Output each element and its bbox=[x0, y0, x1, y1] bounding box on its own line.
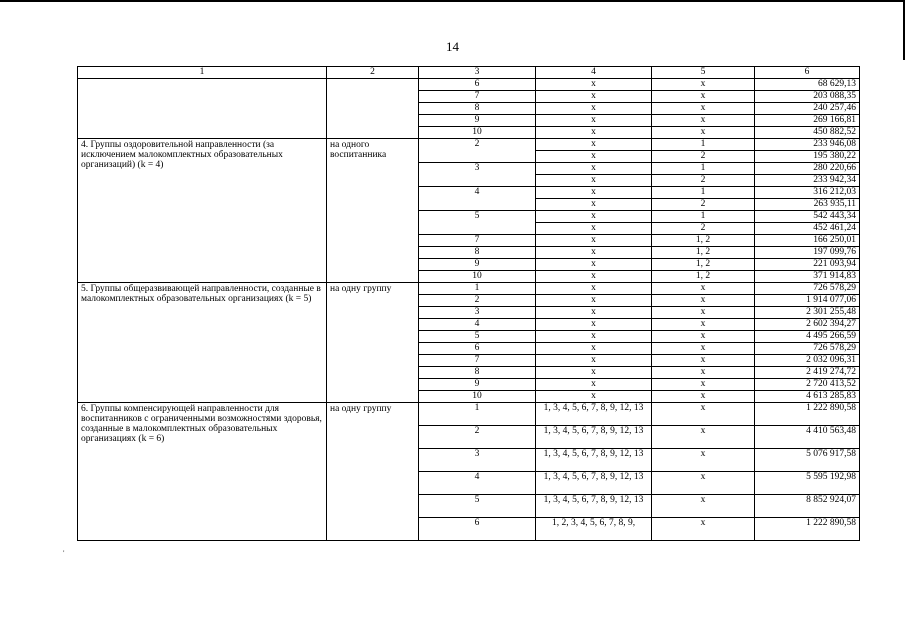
condition-cell: x bbox=[536, 319, 652, 331]
amount-cell: 1 222 890,58 bbox=[755, 403, 860, 426]
mode-cell: x bbox=[652, 343, 755, 355]
column-header: 6 bbox=[755, 67, 860, 79]
mode-cell: x bbox=[652, 295, 755, 307]
mode-cell: x bbox=[652, 449, 755, 472]
page-number: 14 bbox=[446, 39, 459, 54]
condition-cell: x bbox=[536, 103, 652, 115]
amount-cell: 280 220,66 bbox=[755, 163, 860, 175]
condition-cell: x bbox=[536, 295, 652, 307]
mode-cell: x bbox=[652, 403, 755, 426]
mode-cell: x bbox=[652, 355, 755, 367]
age-group-cell: 7 bbox=[419, 91, 536, 103]
mode-cell: x bbox=[652, 319, 755, 331]
amount-cell: 4 410 563,48 bbox=[755, 426, 860, 449]
group-name-cell bbox=[78, 79, 327, 139]
condition-cell: x bbox=[536, 235, 652, 247]
condition-cell: x bbox=[536, 355, 652, 367]
mode-cell: 1, 2 bbox=[652, 259, 755, 271]
mode-cell: 1, 2 bbox=[652, 235, 755, 247]
amount-cell: 371 914,83 bbox=[755, 271, 860, 283]
age-group-cell: 9 bbox=[419, 379, 536, 391]
age-group-cell: 6 bbox=[419, 79, 536, 91]
unit-cell: на одну группу bbox=[327, 403, 419, 541]
amount-cell: 233 946,08 bbox=[755, 139, 860, 151]
amount-cell: 1 914 077,06 bbox=[755, 295, 860, 307]
amount-cell: 195 380,22 bbox=[755, 151, 860, 163]
age-group-cell: 9 bbox=[419, 259, 536, 271]
unit-cell: на одну группу bbox=[327, 283, 419, 403]
amount-cell: 5 595 192,98 bbox=[755, 472, 860, 495]
condition-cell: x bbox=[536, 307, 652, 319]
group-name-cell: 5. Группы общеразвивающей направленности, созданные в малокомплектных образовательных организациях (k = 5) bbox=[78, 283, 327, 403]
condition-cell: x bbox=[536, 271, 652, 283]
condition-cell: x bbox=[536, 367, 652, 379]
condition-cell: x bbox=[536, 175, 652, 187]
age-group-cell: 5 bbox=[419, 495, 536, 518]
amount-cell: 4 613 285,83 bbox=[755, 391, 860, 403]
condition-cell: x bbox=[536, 163, 652, 175]
condition-cell: x bbox=[536, 379, 652, 391]
mode-cell: x bbox=[652, 115, 755, 127]
condition-cell: x bbox=[536, 247, 652, 259]
mode-cell: x bbox=[652, 391, 755, 403]
amount-cell: 4 495 266,59 bbox=[755, 331, 860, 343]
age-group-cell: 2 bbox=[419, 426, 536, 449]
amount-cell: 233 942,34 bbox=[755, 175, 860, 187]
condition-cell: x bbox=[536, 139, 652, 151]
mode-cell: 2 bbox=[652, 223, 755, 235]
column-header: 5 bbox=[652, 67, 755, 79]
age-group-cell: 8 bbox=[419, 367, 536, 379]
amount-cell: 450 882,52 bbox=[755, 127, 860, 139]
age-group-cell: 8 bbox=[419, 247, 536, 259]
mode-cell: x bbox=[652, 495, 755, 518]
condition-cell: 1, 3, 4, 5, 6, 7, 8, 9, 12, 13 bbox=[536, 495, 652, 518]
age-group-cell: 6 bbox=[419, 343, 536, 355]
mode-cell: x bbox=[652, 472, 755, 495]
condition-cell: x bbox=[536, 199, 652, 211]
mode-cell: x bbox=[652, 518, 755, 541]
condition-cell: 1, 2, 3, 4, 5, 6, 7, 8, 9, bbox=[536, 518, 652, 541]
mode-cell: 1 bbox=[652, 139, 755, 151]
age-group-cell: 10 bbox=[419, 271, 536, 283]
condition-cell: x bbox=[536, 127, 652, 139]
amount-cell: 726 578,29 bbox=[755, 343, 860, 355]
amount-cell: 203 088,35 bbox=[755, 91, 860, 103]
table-row bbox=[78, 283, 860, 295]
age-group-cell: 9 bbox=[419, 115, 536, 127]
amount-cell: 8 852 924,07 bbox=[755, 495, 860, 518]
age-group-cell: 10 bbox=[419, 127, 536, 139]
amount-cell: 542 443,34 bbox=[755, 211, 860, 223]
condition-cell: x bbox=[536, 343, 652, 355]
unit-cell bbox=[327, 79, 419, 139]
amount-cell: 1 222 890,58 bbox=[755, 518, 860, 541]
table-row bbox=[78, 403, 860, 426]
condition-cell: 1, 3, 4, 5, 6, 7, 8, 9, 12, 13 bbox=[536, 472, 652, 495]
age-group-cell: 2 bbox=[419, 139, 536, 163]
table-header-row bbox=[78, 67, 860, 79]
condition-cell: x bbox=[536, 283, 652, 295]
mode-cell: x bbox=[652, 379, 755, 391]
condition-cell: 1, 3, 4, 5, 6, 7, 8, 9, 12, 13 bbox=[536, 426, 652, 449]
mode-cell: 1, 2 bbox=[652, 271, 755, 283]
condition-cell: x bbox=[536, 91, 652, 103]
amount-cell: 221 093,94 bbox=[755, 259, 860, 271]
mode-cell: 1 bbox=[652, 211, 755, 223]
condition-cell: x bbox=[536, 115, 652, 127]
condition-cell: 1, 3, 4, 5, 6, 7, 8, 9, 12, 13 bbox=[536, 449, 652, 472]
table-row bbox=[78, 79, 860, 91]
group-name-cell: 6. Группы компенсирующей направленности для воспитанников с ограниченными возможностями здоровья, созданные в малокомплектных образовательных организациях (k = 6) bbox=[78, 403, 327, 541]
condition-cell: x bbox=[536, 391, 652, 403]
condition-cell: x bbox=[536, 223, 652, 235]
age-group-cell: 6 bbox=[419, 518, 536, 541]
age-group-cell: 5 bbox=[419, 211, 536, 235]
mode-cell: x bbox=[652, 91, 755, 103]
age-group-cell: 8 bbox=[419, 103, 536, 115]
mode-cell: x bbox=[652, 283, 755, 295]
mode-cell: 2 bbox=[652, 151, 755, 163]
amount-cell: 240 257,46 bbox=[755, 103, 860, 115]
amount-cell: 316 212,03 bbox=[755, 187, 860, 199]
amount-cell: 197 099,76 bbox=[755, 247, 860, 259]
amount-cell: 263 935,11 bbox=[755, 199, 860, 211]
group-name-cell: 4. Группы оздоровительной направленности (за исключением малокомплектных образовательных организаций) (k = 4) bbox=[78, 139, 327, 283]
mode-cell: x bbox=[652, 79, 755, 91]
age-group-cell: 4 bbox=[419, 187, 536, 211]
age-group-cell: 4 bbox=[419, 472, 536, 495]
mode-cell: 1, 2 bbox=[652, 247, 755, 259]
age-group-cell: 7 bbox=[419, 355, 536, 367]
age-group-cell: 4 bbox=[419, 319, 536, 331]
column-header: 4 bbox=[536, 67, 652, 79]
column-header: 3 bbox=[419, 67, 536, 79]
age-group-cell: 3 bbox=[419, 449, 536, 472]
amount-cell: 2 720 413,52 bbox=[755, 379, 860, 391]
age-group-cell: 5 bbox=[419, 331, 536, 343]
mode-cell: x bbox=[652, 367, 755, 379]
amount-cell: 2 032 096,31 bbox=[755, 355, 860, 367]
age-group-cell: 2 bbox=[419, 295, 536, 307]
condition-cell: x bbox=[536, 331, 652, 343]
table-row bbox=[78, 139, 860, 151]
mode-cell: x bbox=[652, 331, 755, 343]
mode-cell: x bbox=[652, 103, 755, 115]
condition-cell: 1, 3, 4, 5, 6, 7, 8, 9, 12, 13 bbox=[536, 403, 652, 426]
condition-cell: x bbox=[536, 79, 652, 91]
column-header: 1 bbox=[78, 67, 327, 79]
condition-cell: x bbox=[536, 187, 652, 199]
age-group-cell: 1 bbox=[419, 283, 536, 295]
amount-cell: 166 250,01 bbox=[755, 235, 860, 247]
amount-cell: 2 419 274,72 bbox=[755, 367, 860, 379]
amount-cell: 452 461,24 bbox=[755, 223, 860, 235]
condition-cell: x bbox=[536, 259, 652, 271]
amount-cell: 2 301 255,48 bbox=[755, 307, 860, 319]
amount-cell: 269 166,81 bbox=[755, 115, 860, 127]
amount-cell: 2 602 394,27 bbox=[755, 319, 860, 331]
scan-mark: , bbox=[63, 547, 65, 553]
page-border-top bbox=[0, 0, 905, 2]
mode-cell: 2 bbox=[652, 199, 755, 211]
age-group-cell: 7 bbox=[419, 235, 536, 247]
mode-cell: x bbox=[652, 127, 755, 139]
amount-cell: 726 578,29 bbox=[755, 283, 860, 295]
mode-cell: 1 bbox=[652, 187, 755, 199]
amount-cell: 5 076 917,58 bbox=[755, 449, 860, 472]
age-group-cell: 10 bbox=[419, 391, 536, 403]
data-table bbox=[77, 66, 860, 541]
mode-cell: x bbox=[652, 426, 755, 449]
mode-cell: x bbox=[652, 307, 755, 319]
condition-cell: x bbox=[536, 211, 652, 223]
mode-cell: 1 bbox=[652, 163, 755, 175]
column-header: 2 bbox=[327, 67, 419, 79]
unit-cell: на одного воспитанника bbox=[327, 139, 419, 283]
age-group-cell: 3 bbox=[419, 307, 536, 319]
condition-cell: x bbox=[536, 151, 652, 163]
age-group-cell: 3 bbox=[419, 163, 536, 187]
amount-cell: 68 629,13 bbox=[755, 79, 860, 91]
mode-cell: 2 bbox=[652, 175, 755, 187]
age-group-cell: 1 bbox=[419, 403, 536, 426]
